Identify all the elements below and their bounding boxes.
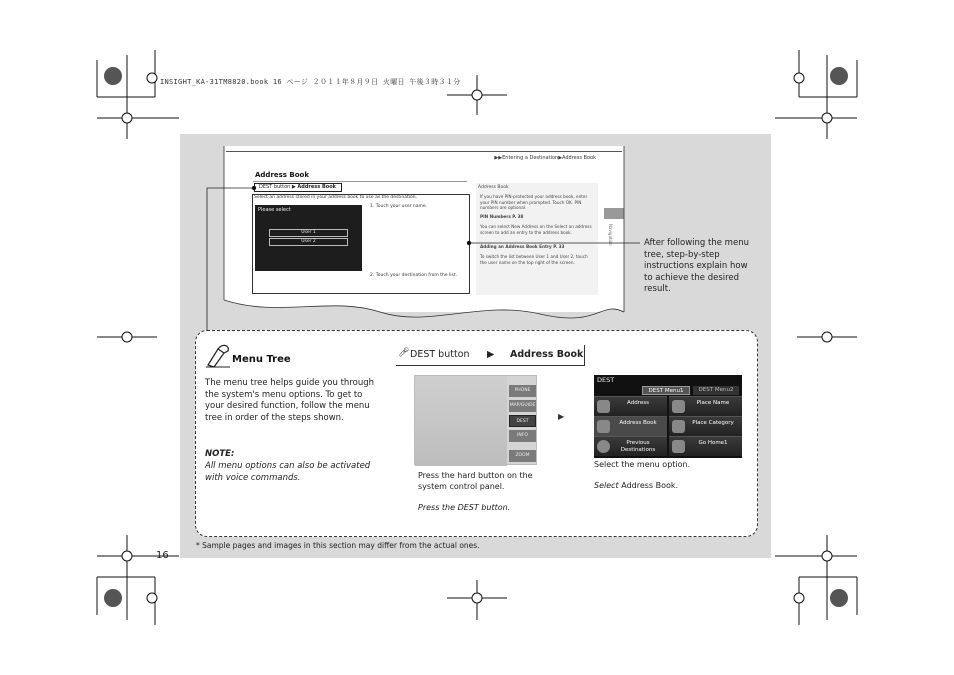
sample-dest-label: DEST button	[259, 184, 291, 190]
search-icon	[672, 400, 685, 413]
sample-side-p1: If you have PIN-protected your address book, enter your PIN number when prompted. Touch OK. PIN numbers are optional.	[480, 194, 588, 210]
menu-caption-2	[594, 481, 678, 490]
menu-caption: Select the menu option.	[594, 460, 691, 469]
sample-user-2: User 2	[269, 238, 348, 246]
callout-text: After following the menu tree, step-by-step instructions explain how to achieve the desired result.	[644, 238, 749, 294]
dest-menu-tree-bar	[396, 345, 585, 366]
info-button[interactable]: INFO	[509, 430, 536, 442]
menu-tree-text: The menu tree helps guide you through the system's menu options. To get to your desired function, follow the menu tree in order of the steps shown.	[205, 378, 374, 423]
menu-tree-title: Menu Tree	[232, 354, 291, 365]
sample-user-1: User 1	[269, 229, 348, 237]
sample-tab-label: Navigation	[608, 224, 613, 246]
sample-side-title: Address Book	[478, 185, 509, 190]
sample-tree-arrow: ▶	[291, 184, 296, 190]
hardware-caption: Press the hard button on the system control panel.	[418, 471, 533, 491]
note-title: NOTE:	[205, 449, 235, 459]
sample-title: Address Book	[255, 171, 310, 179]
address-book-label: Address Book	[510, 349, 584, 360]
note-text: All menu options can also be activated with voice commands.	[205, 461, 371, 483]
sample-side-p2: You can select New Address on the Select an address screen to add an entry to the address book.	[480, 224, 592, 235]
sample-side-link2: Adding an Address Book Entry P. 33	[480, 244, 565, 249]
hardware-caption-italic: Press the DEST button.	[418, 503, 511, 512]
sample-step-2: 2. Touch your destination from the list.	[370, 273, 458, 278]
print-header: INSIGHT_KA-31TM8820.book 16 ページ ２０１１年８月９日 火曜日 午後３時３１分	[160, 78, 461, 86]
dest-button-label: DEST button	[410, 349, 470, 360]
sample-side-link1: PIN Numbers P. 38	[480, 214, 524, 219]
dest-menu-screen	[594, 375, 742, 458]
menu-tree-icon	[204, 343, 232, 369]
map-guide-button[interactable]: MAP/GUIDE	[509, 400, 536, 412]
sample-step-1: 1. Touch your user name.	[370, 204, 428, 209]
magnifier-icon	[597, 400, 610, 413]
sample-side-p3: To switch the list between User 1 and User 2, touch the user name on the top right of the screen.	[480, 254, 588, 265]
mic-icon: 🎤︎	[398, 348, 410, 358]
menu-item-previous-destinations[interactable]: Previous Destinations	[594, 436, 667, 456]
menu-item-address[interactable]: Address	[594, 396, 667, 416]
hardware-panel	[414, 375, 537, 465]
tab-dest-menu1[interactable]: DEST Menu1	[642, 386, 690, 395]
home-icon	[672, 440, 685, 453]
step-arrow-icon: ▶	[558, 412, 565, 421]
menu-item-place-category[interactable]: Place Category	[669, 416, 742, 436]
page-number: 16	[156, 550, 169, 561]
phone-button[interactable]: PHONE	[509, 385, 536, 397]
select-label: Select	[594, 481, 619, 490]
zoom-button[interactable]: ZOOM	[509, 450, 536, 462]
select-target: Address Book.	[621, 481, 679, 490]
sample-screen-title: Please select	[258, 207, 291, 213]
menu-item-address-book[interactable]: Address Book	[594, 416, 667, 436]
category-icon	[672, 420, 685, 433]
menu-screen-title: DEST	[597, 376, 615, 384]
footnote: * Sample pages and images in this section may differ from the actual ones.	[196, 541, 480, 550]
tab-dest-menu2[interactable]: DEST Menu2	[693, 386, 739, 395]
book-icon	[597, 420, 610, 433]
sample-breadcrumb: ▶▶Entering a Destination▶Address Book	[494, 155, 596, 161]
dest-hard-button[interactable]: DEST	[509, 415, 536, 427]
hardware-screen-area	[415, 376, 507, 466]
sample-tree-target: Address Book	[297, 184, 336, 190]
tree-arrow-icon: ▶	[487, 349, 495, 360]
menu-item-go-home[interactable]: Go Home1	[669, 436, 742, 456]
history-icon	[597, 440, 610, 453]
sample-intro: Select an address stored in your address book to use as the destination.	[254, 195, 418, 200]
menu-item-place-name[interactable]: Place Name	[669, 396, 742, 416]
